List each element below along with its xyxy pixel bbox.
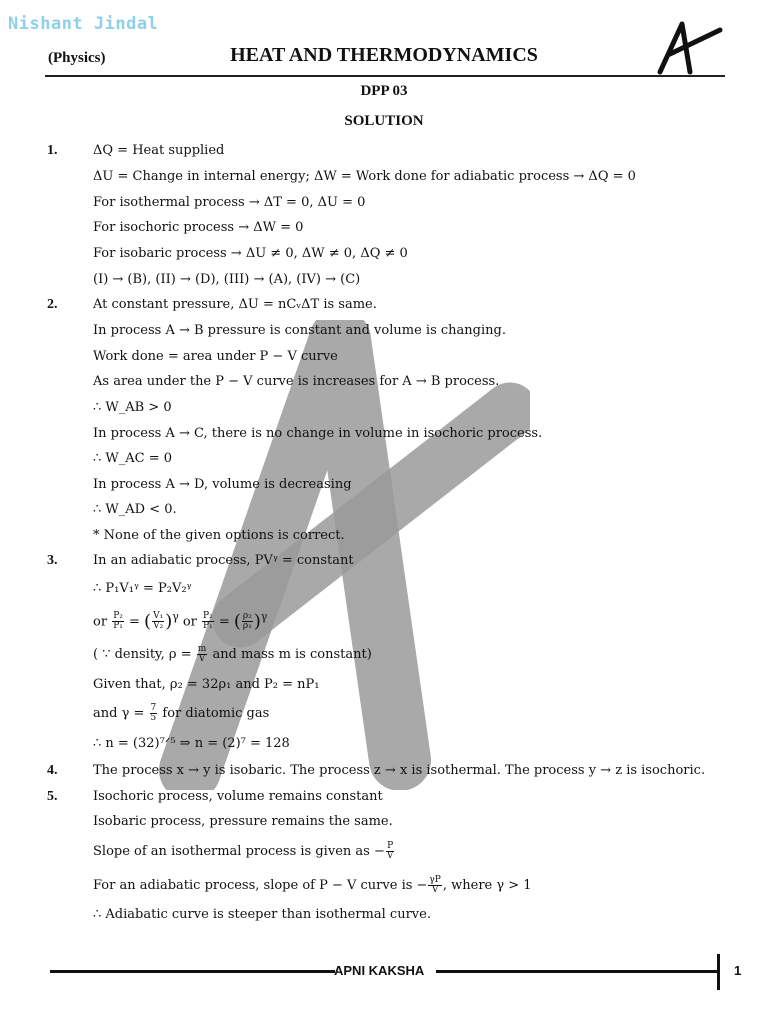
solution-number: 3. xyxy=(47,553,58,568)
page-title: HEAT AND THERMODYNAMICS xyxy=(230,44,538,66)
fraction: $\frac{\text{ρ₂}}{\text{ρ₁}}$ xyxy=(242,611,252,632)
solution-line: * None of the given options is correct. xyxy=(93,528,345,543)
pressure-ratio-line: or $\frac{\text{P₂}}{\text{P₁}}$ = ( $\frac{\text{V₁}}{\text{V₂}}$ )$^\gamma$ or $\frac{\text{P₂}}{\text{P₁}}$ = ( $\frac{\text{ρ₂}}{\text{ρ₁}}$ )$^\gamma$ xyxy=(93,610,268,632)
or-word: or xyxy=(93,614,108,630)
solution-line: Isochoric process, volume remains constant xyxy=(93,789,383,804)
solution-line: For isobaric process → ΔU ≠ 0, ΔW ≠ 0, ΔQ ≠ 0 xyxy=(93,246,408,261)
solution-line: In process A → B pressure is constant and volume is changing. xyxy=(93,323,506,338)
isothermal-slope-line: Slope of an isothermal process is given as − $\frac{P}{V}$ xyxy=(93,841,394,861)
fraction: $\frac{P}{V}$ xyxy=(386,841,394,861)
density-line: ( ∵ density, ρ = $\frac{m}{V}$ and mass m is constant) xyxy=(93,644,372,664)
solution-number: 2. xyxy=(47,297,58,312)
solution-line: ΔU = Change in internal energy; ΔW = Work done for adiabatic process → ΔQ = 0 xyxy=(93,169,636,184)
solution-line: As area under the P − V curve is increases for A → B process. xyxy=(93,374,500,389)
footer-rule-left xyxy=(50,970,335,973)
fraction: $\frac{\text{P₂}}{\text{P₁}}$ xyxy=(113,611,123,632)
subject-label: (Physics) xyxy=(48,50,106,66)
solution-line: Work done = area under P − V curve xyxy=(93,349,338,364)
solution-line: In process A → C, there is no change in volume in isochoric process. xyxy=(93,426,543,441)
solution-line: ∴ W_AB > 0 xyxy=(93,400,172,415)
or-word: or xyxy=(182,614,197,630)
solution-line: ∴ W_AD < 0. xyxy=(93,502,177,517)
solution-line: Given that, ρ₂ = 32ρ₁ and P₂ = nP₁ xyxy=(93,677,320,692)
solution-line: (I) → (B), (II) → (D), (III) → (A), (IV) → (C) xyxy=(93,272,361,287)
solution-number: 5. xyxy=(47,789,58,804)
solution-line: For isothermal process → ΔT = 0, ΔU = 0 xyxy=(93,195,366,210)
footer-rule-right xyxy=(436,970,718,973)
solution-line: ΔQ = Heat supplied xyxy=(93,143,225,158)
author-watermark: Nishant Jindal xyxy=(8,14,159,34)
solution-line: For isochoric process → ΔW = 0 xyxy=(93,220,304,235)
solution-line: In process A → D, volume is decreasing xyxy=(93,477,352,492)
footer-divider xyxy=(717,954,720,990)
solution-line: ∴ W_AC = 0 xyxy=(93,451,173,466)
fraction: $\frac{\gamma P}{V}$ xyxy=(429,875,441,895)
gamma-line: and γ = $\frac{7}{5}$ for diatomic gas xyxy=(93,703,270,723)
solution-line: ∴ n = (32)⁷ᐟ⁵ ⇒ n = (2)⁷ = 128 xyxy=(93,736,290,751)
fraction: $\frac{\text{P₂}}{\text{P₁}}$ xyxy=(203,611,213,632)
solution-number: 1. xyxy=(47,143,58,158)
footer-brand: APNI KAKSHA xyxy=(334,963,425,978)
fraction: $\frac{m}{V}$ xyxy=(197,644,207,664)
adiabatic-slope-line: For an adiabatic process, slope of P − V curve is − $\frac{\gamma P}{V}$ , where γ > 1 xyxy=(93,875,532,895)
solution-line: ∴ Adiabatic curve is steeper than isothermal curve. xyxy=(93,907,431,922)
fraction: $\frac{7}{5}$ xyxy=(150,703,157,723)
solution-line: The process x → y is isobaric. The process z → x is isothermal. The process y → z is isochoric. xyxy=(93,763,706,778)
fraction: $\frac{\text{V₁}}{\text{V₂}}$ xyxy=(153,611,164,632)
dpp-label: DPP 03 xyxy=(360,83,408,99)
solution-line: At constant pressure, ΔU = nCᵥΔT is same. xyxy=(93,297,377,312)
solution-line: In an adiabatic process, PVᵞ = constant xyxy=(93,553,354,568)
solution-number: 4. xyxy=(47,763,58,778)
section-heading: SOLUTION xyxy=(344,113,424,129)
solution-line: ∴ P₁V₁ᵞ = P₂V₂ᵞ xyxy=(93,581,192,596)
page-number: 1 xyxy=(734,963,742,978)
solution-line: Isobaric process, pressure remains the same. xyxy=(93,814,393,829)
